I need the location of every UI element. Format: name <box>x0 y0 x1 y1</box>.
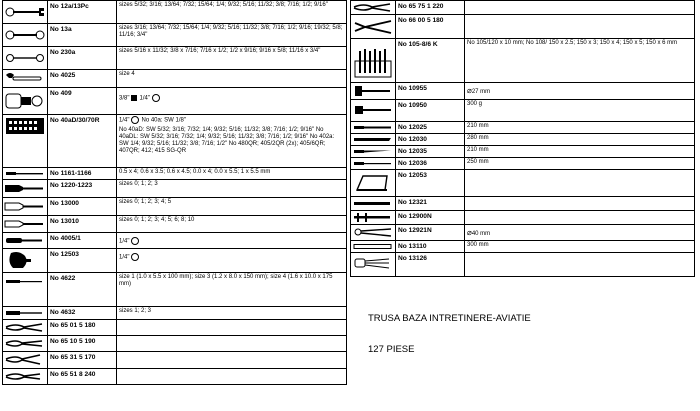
half-round-file-icon <box>351 134 395 145</box>
drive-size: 1/4" <box>119 238 130 245</box>
table-row <box>351 39 695 83</box>
table-row <box>3 47 347 70</box>
tool-code: No 13000 <box>48 198 117 216</box>
drive-size-large: 3/8" <box>119 95 130 102</box>
bit-size: No 40a: SW 1/8" <box>141 117 186 124</box>
tool-description: size 4 <box>117 70 347 88</box>
tool-code: No 4622 <box>48 273 117 307</box>
tool-description <box>117 249 347 273</box>
tool-description: sizes 3/16; 13/64; 7/32; 15/64; 1/4; 9/32; 5/16; 11/32; 3/8; 7/16; 1/2; 9/16; 19/32; 5/8; 11/16; 3/4" <box>117 24 347 47</box>
right-tool-table <box>350 0 695 277</box>
tool-description: 210 mm <box>465 122 695 134</box>
table-row <box>3 168 347 180</box>
table-row <box>351 146 695 158</box>
tool-image-cell <box>3 249 48 273</box>
table-row <box>351 225 695 241</box>
tool-code: No 65 01 5 180 <box>48 320 117 336</box>
steel-ruler-icon <box>351 241 395 252</box>
tool-description: 300 g <box>465 100 695 122</box>
rubber-mallet-icon <box>351 83 395 99</box>
drive-size-small: 1/4" <box>139 95 150 102</box>
table-row <box>3 352 347 369</box>
diagonal-cutter-icon <box>3 369 47 384</box>
tool-image-cell <box>3 369 48 385</box>
tool-description <box>117 88 347 115</box>
tool-description: sizes 0; 1; 2; 3; 4; 5 <box>117 198 347 216</box>
tool-image-cell <box>351 100 396 122</box>
table-row <box>351 253 695 277</box>
table-row <box>3 24 347 47</box>
drive-size: 1/4" <box>119 254 130 261</box>
table-row <box>3 180 347 198</box>
tool-description <box>465 15 695 39</box>
screwdriver-bit-icon <box>3 168 47 179</box>
tool-image-cell <box>351 146 396 158</box>
round-drive-icon <box>131 253 139 261</box>
table-row <box>3 369 347 385</box>
tool-image-cell <box>3 273 48 307</box>
tool-code: No 230a <box>48 47 117 70</box>
table-row <box>3 233 347 249</box>
diameter-value: 40 mm <box>471 231 491 237</box>
tool-image-cell <box>351 211 396 225</box>
tool-code: No 13110 <box>396 241 465 253</box>
socket-list: No 40aD: SW 5/32; 3/16; 7/32; 1/4; 9/32; 5/16; 11/32; 3/8; 7/16; 1/2; 9/16" No 40aDL: SW 5/32; 3/16; 7/32; 1/4; 9/32; 5/16; 11/32; 3/8; 7/16; 1/2; 9/16" No 402a: SW 1/4; 9/32; 5/16; 11/32; 3/8; 7/16; 1/2" No 480QR; 405/2QR (2x); 405/6QR; 407QR; 412; 415 SG-QR <box>119 126 335 155</box>
tool-code: No 13010 <box>48 216 117 233</box>
round-file-icon <box>351 146 395 157</box>
table-row <box>3 198 347 216</box>
drive-size: 1/4" <box>119 117 130 124</box>
socket-set-case-icon <box>3 115 47 167</box>
tool-description <box>465 83 695 100</box>
tool-image-cell <box>3 115 48 168</box>
table-row <box>351 170 695 197</box>
tool-description: 0.5 x 4; 0.6 x 3.5; 0.6 x 4.5; 0.0 x 4; 0.0 x 5.5; 1 x 5.5 mm <box>117 168 347 180</box>
table-row <box>3 273 347 307</box>
kit-title: TRUSA BAZA INTRETINERE-AVIATIE <box>368 313 531 324</box>
tool-code: No 1161-1166 <box>48 168 117 180</box>
table-row <box>3 88 347 115</box>
square-drive-icon <box>131 95 137 101</box>
table-row <box>3 320 347 336</box>
tool-description: size 1 (1.0 x 5.5 x 100 mm); size 3 (1.2 x 8.0 x 150 mm); size 4 (1.6 x 10.0 x 175 mm) <box>117 273 347 307</box>
caliper-icon <box>351 211 395 224</box>
tool-description <box>117 115 347 168</box>
tool-image-cell <box>3 70 48 88</box>
cutting-pliers-icon <box>351 1 395 14</box>
tool-code: No 66 00 5 180 <box>396 15 465 39</box>
tool-description <box>465 1 695 15</box>
flat-screwdriver-icon <box>3 216 47 232</box>
tool-image-cell <box>3 233 48 249</box>
flat-file-icon <box>351 122 395 133</box>
tool-description: 210 mm <box>465 146 695 158</box>
tool-image-cell <box>3 24 48 47</box>
tool-description: 280 mm <box>465 134 695 146</box>
tool-description <box>117 320 347 336</box>
round-drive-icon <box>152 94 160 102</box>
tool-description <box>465 225 695 241</box>
phillips-screwdriver-icon <box>3 198 47 215</box>
tool-code: No 12035 <box>396 146 465 158</box>
tool-image-cell <box>3 307 48 320</box>
tool-description: sizes 0; 1; 2; 3; 4; 5; 6; 8; 10 <box>117 216 347 233</box>
table-row <box>351 1 695 15</box>
tool-image-cell <box>351 225 396 241</box>
tool-description: No 105/120 x 10 mm; No 108/ 150 x 2.5; 150 x 3; 150 x 4; 150 x 5; 150 x 6 mm <box>465 39 695 83</box>
scraper-icon <box>351 197 395 210</box>
tool-code: No 12900N <box>396 211 465 225</box>
tool-code: No 10955 <box>396 83 465 100</box>
tool-description <box>117 233 347 249</box>
table-row <box>3 336 347 352</box>
tool-code: No 13a <box>48 24 117 47</box>
tool-image-cell <box>3 198 48 216</box>
diameter-icon: ⌀ <box>467 86 472 95</box>
tool-description <box>465 197 695 211</box>
table-row <box>3 249 347 273</box>
tool-code: No 12025 <box>396 122 465 134</box>
tool-code: No 12321 <box>396 197 465 211</box>
chisel-set-icon <box>351 39 395 82</box>
table-row <box>3 216 347 233</box>
tool-description <box>465 253 695 277</box>
tool-image-cell <box>351 134 396 146</box>
tool-code: No 12030 <box>396 134 465 146</box>
diameter-icon: ⌀ <box>467 228 472 237</box>
tool-code: No 65 75 1 220 <box>396 1 465 15</box>
table-row <box>351 122 695 134</box>
tool-description: sizes 5/16 x 11/32; 3/8 x 7/16; 7/16 x 1/2; 1/2 x 9/16; 9/16 x 5/8; 11/16 x 3/4" <box>117 47 347 70</box>
table-row <box>351 134 695 146</box>
left-tool-table <box>2 0 347 385</box>
table-row <box>3 1 347 24</box>
tool-description <box>117 369 347 385</box>
table-row <box>351 211 695 225</box>
tool-code: No 65 31 5 170 <box>48 352 117 369</box>
divider-compass-icon <box>351 225 395 240</box>
tool-code: No 40aD/30/70R <box>48 115 117 168</box>
tool-code: No 65 51 8 240 <box>48 369 117 385</box>
feeler-gauge-icon <box>351 253 395 276</box>
tool-image-cell <box>3 216 48 233</box>
pin-punch-icon <box>3 273 47 306</box>
tool-description <box>465 211 695 225</box>
socket-adapter-icon <box>3 88 47 114</box>
tool-image-cell <box>351 253 396 277</box>
tool-description: sizes 1; 2; 3 <box>117 307 347 320</box>
tool-code: No 4005/1 <box>48 233 117 249</box>
double-ring-wrench-icon <box>3 47 47 69</box>
ratchet-wrench-icon <box>3 24 47 46</box>
tool-image-cell <box>351 83 396 100</box>
tool-description <box>465 170 695 197</box>
tool-description <box>117 336 347 352</box>
tool-image-cell <box>3 180 48 198</box>
tool-code: No 12036 <box>396 158 465 170</box>
tool-image-cell <box>3 47 48 70</box>
screwdriver-icon <box>3 180 47 197</box>
hammer-icon <box>351 100 395 121</box>
pliers-icon <box>3 320 47 335</box>
round-drive-icon <box>131 237 139 245</box>
tool-code: No 409 <box>48 88 117 115</box>
tool-code: No 13126 <box>396 253 465 277</box>
table-row <box>351 197 695 211</box>
table-row <box>351 83 695 100</box>
tool-code: No 10950 <box>396 100 465 122</box>
tool-description: 250 mm <box>465 158 695 170</box>
tool-image-cell <box>351 241 396 253</box>
hacksaw-icon <box>351 170 395 196</box>
tool-code: No 105-8/6 K <box>396 39 465 83</box>
tool-image-cell <box>3 352 48 369</box>
tool-image-cell <box>3 168 48 180</box>
punch-icon <box>3 307 47 319</box>
table-row <box>3 70 347 88</box>
tool-code: No 4025 <box>48 70 117 88</box>
tool-image-cell <box>3 336 48 352</box>
round-drive-icon <box>131 116 139 124</box>
tool-image-cell <box>351 15 396 39</box>
tool-description: sizes 0; 1; 2; 3 <box>117 180 347 198</box>
tool-image-cell <box>351 197 396 211</box>
combination-wrench-icon <box>3 1 47 23</box>
tool-description: sizes 5/32; 3/16; 13/64; 7/32; 15/64; 1/4; 9/32; 5/16; 11/32; 3/8; 7/16; 1/2; 9/16" <box>117 1 347 24</box>
table-row <box>3 307 347 320</box>
handle-icon <box>3 249 47 272</box>
table-row <box>351 15 695 39</box>
table-row <box>3 115 347 168</box>
diameter-value: 27 mm <box>471 89 491 95</box>
triangular-file-icon <box>351 158 395 169</box>
long-nose-pliers-icon <box>3 336 47 351</box>
table-row <box>351 241 695 253</box>
tool-code: No 12053 <box>396 170 465 197</box>
tool-description <box>117 352 347 369</box>
tool-image-cell <box>351 1 396 15</box>
tool-description: 300 mm <box>465 241 695 253</box>
tool-code: No 4632 <box>48 307 117 320</box>
table-row <box>351 100 695 122</box>
tool-image-cell <box>351 122 396 134</box>
tool-image-cell <box>351 158 396 170</box>
tool-code: No 1220-1223 <box>48 180 117 198</box>
tool-image-cell <box>351 39 396 83</box>
tool-image-cell <box>3 1 48 24</box>
adjustable-wrench-icon <box>3 70 47 87</box>
tool-code: No 65 10 5 190 <box>48 336 117 352</box>
tool-code: No 12503 <box>48 249 117 273</box>
bit-holder-icon <box>3 233 47 248</box>
table-row <box>351 158 695 170</box>
water-pump-pliers-icon <box>351 15 395 38</box>
tool-image-cell <box>3 320 48 336</box>
tool-image-cell <box>351 170 396 197</box>
tool-image-cell <box>3 88 48 115</box>
tool-code: No 12921N <box>396 225 465 241</box>
tool-code: No 12a/13Pc <box>48 1 117 24</box>
piece-count: 127 PIESE <box>368 344 415 355</box>
bent-nose-pliers-icon <box>3 352 47 368</box>
